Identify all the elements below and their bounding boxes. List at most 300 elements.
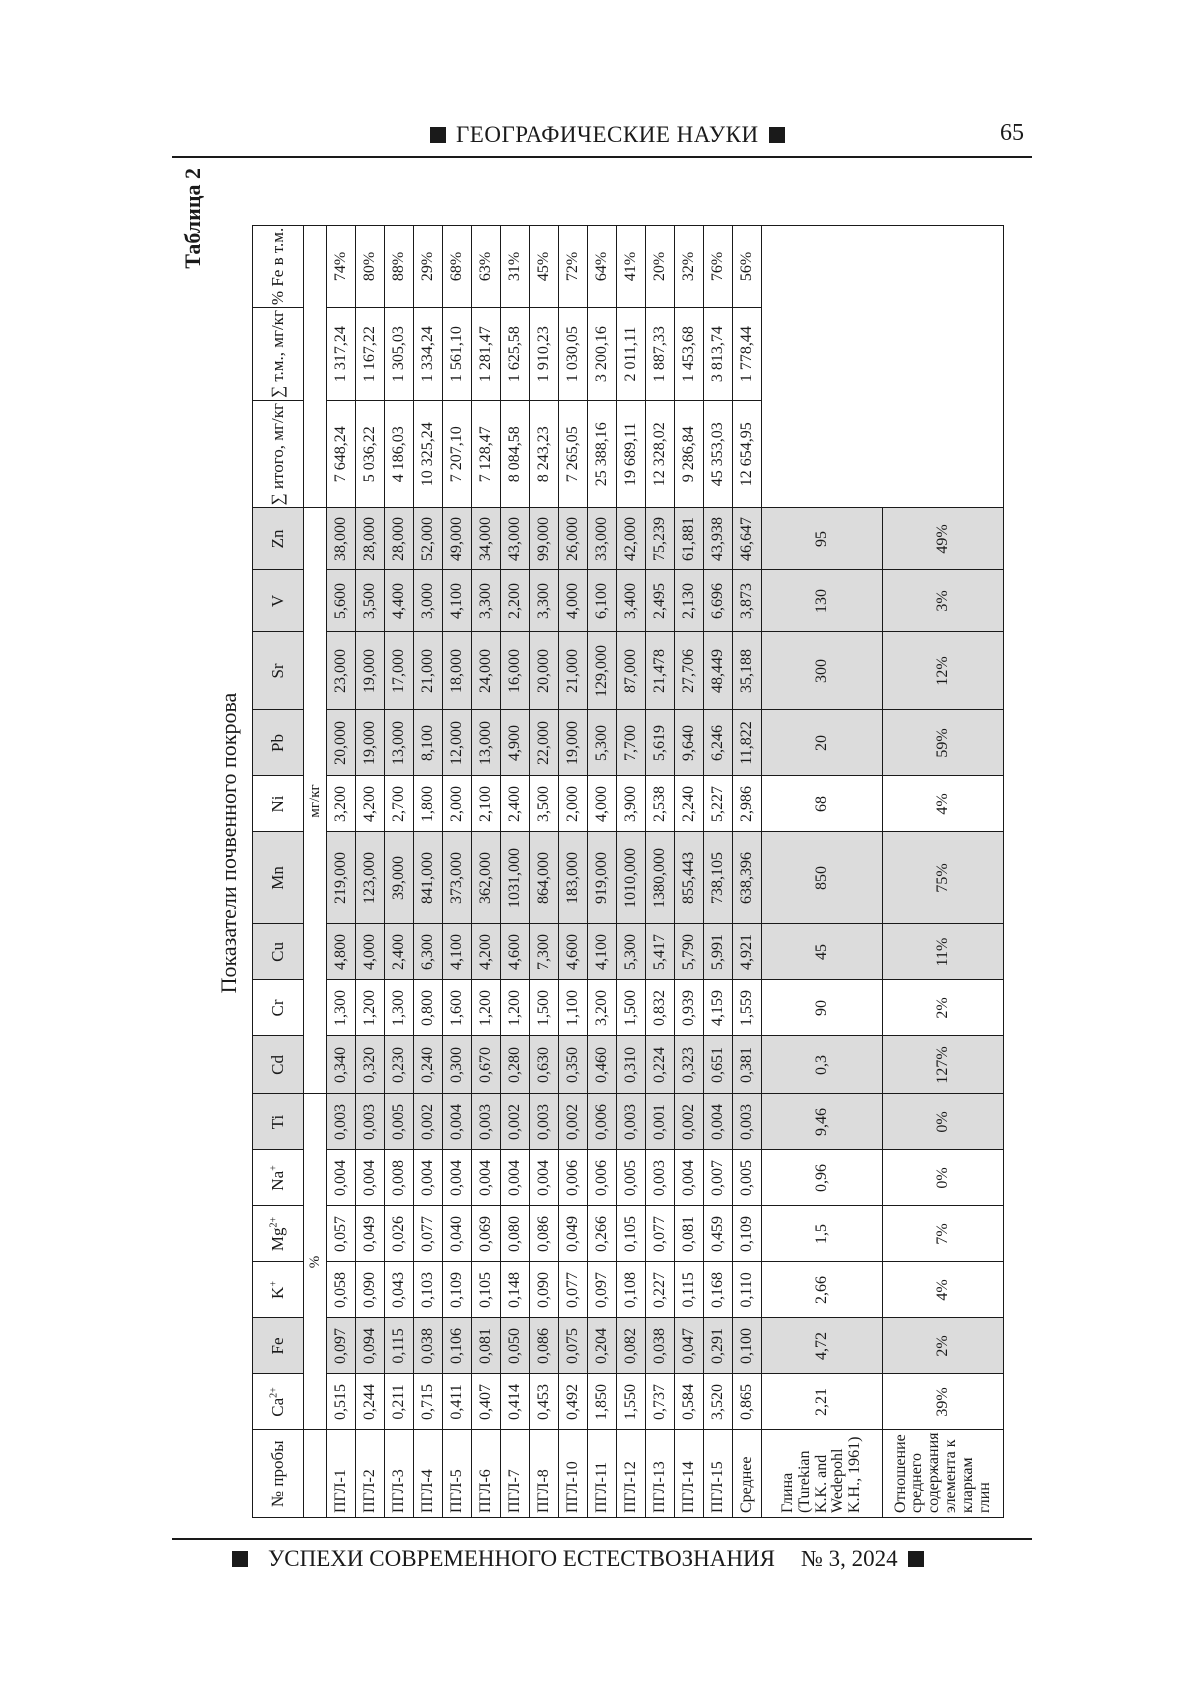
table-cell: 68 <box>762 776 883 832</box>
table-cell: 0,069 <box>472 1206 501 1262</box>
col-header-element <box>253 832 304 924</box>
table-cell: 0,211 <box>385 1374 414 1430</box>
table-cell: 13,000 <box>472 710 501 776</box>
table-cell: 2,66 <box>762 1262 883 1318</box>
col-header-element <box>253 1262 304 1318</box>
table-cell: 1,559 <box>733 980 762 1036</box>
table-cell: 0,004 <box>443 1094 472 1150</box>
table-cell: 8 243,23 <box>530 401 559 508</box>
table-cell: 9 286,84 <box>675 401 704 508</box>
table-cell: 28,000 <box>385 508 414 570</box>
table-cell: 0,004 <box>530 1150 559 1206</box>
table-cell: 1 305,03 <box>385 308 414 401</box>
table-cell: 5,227 <box>704 776 733 832</box>
table-cell: 1,550 <box>617 1374 646 1430</box>
table-cell: 4,72 <box>762 1318 883 1374</box>
table-cell: 63% <box>472 225 501 307</box>
table-cell: 0,090 <box>530 1262 559 1318</box>
table-cell: 1,300 <box>385 980 414 1036</box>
units-blank <box>304 225 327 508</box>
table-cell: 0,865 <box>733 1374 762 1430</box>
table-cell: 0,003 <box>733 1094 762 1150</box>
table-cell: 21,000 <box>559 632 588 710</box>
table-cell: 28,000 <box>356 508 385 570</box>
col-header-element <box>253 1206 304 1262</box>
table-cell: 2,700 <box>385 776 414 832</box>
table-cell: 17,000 <box>385 632 414 710</box>
table-cell: 3,500 <box>530 776 559 832</box>
table-cell: 41% <box>617 225 646 307</box>
element-symbol: V <box>267 594 287 608</box>
journal-title: УСПЕХИ СОВРЕМЕННОГО ЕСТЕСТВОЗНАНИЯ <box>268 1546 775 1571</box>
table-cell: 0,115 <box>675 1262 704 1318</box>
table-cell: 0,96 <box>762 1150 883 1206</box>
section-title: ГЕОГРАФИЧЕСКИЕ НАУКИ <box>456 122 759 147</box>
table-cell: 0,291 <box>704 1318 733 1374</box>
table-cell: 1 030,05 <box>559 308 588 401</box>
table-row <box>327 225 356 1517</box>
table-cell: 0,004 <box>472 1150 501 1206</box>
table-cell: 0,110 <box>733 1262 762 1318</box>
footer-rule <box>172 1538 1032 1540</box>
table-cell: 2,200 <box>501 570 530 632</box>
table-cell: 43,938 <box>704 508 733 570</box>
table-row <box>472 225 501 1517</box>
table-cell: 0,086 <box>530 1206 559 1262</box>
square-bullet-icon <box>908 1551 924 1567</box>
sample-name: ПГЛ-1 <box>327 1430 356 1518</box>
table-cell: 19,000 <box>356 632 385 710</box>
col-header-element <box>253 1374 304 1430</box>
table-cell: 20,000 <box>327 710 356 776</box>
table-cell: 5,991 <box>704 924 733 980</box>
col-header-element <box>253 1318 304 1374</box>
table-cell: 4,800 <box>327 924 356 980</box>
rotated-table-block <box>180 168 1020 1518</box>
element-symbol: Zn <box>267 529 287 549</box>
table-cell: 0,094 <box>356 1318 385 1374</box>
table-cell: 1 887,33 <box>646 308 675 401</box>
table-cell: 0% <box>883 1094 1004 1150</box>
table-cell: 19,000 <box>559 710 588 776</box>
page-number: 65 <box>1000 120 1024 146</box>
table-cell: 0,003 <box>617 1094 646 1150</box>
sample-name: ПГЛ-4 <box>414 1430 443 1518</box>
element-symbol: Ca <box>267 1397 287 1417</box>
table-cell: 0,300 <box>443 1036 472 1094</box>
table-cell: 0,651 <box>704 1036 733 1094</box>
table-cell: 6,246 <box>704 710 733 776</box>
table-cell: 1 625,58 <box>501 308 530 401</box>
table-cell: 0,003 <box>327 1094 356 1150</box>
table-row <box>588 225 617 1517</box>
table-cell: 39,000 <box>385 832 414 924</box>
table-cell: 7 265,05 <box>559 401 588 508</box>
table-cell: 56% <box>733 225 762 307</box>
table-cell: 0,004 <box>675 1150 704 1206</box>
table-cell: 0,097 <box>588 1262 617 1318</box>
table-cell: 0,081 <box>675 1206 704 1262</box>
table-cell: 7 648,24 <box>327 401 356 508</box>
sample-name: ПГЛ-13 <box>646 1430 675 1518</box>
table-cell: 24,000 <box>472 632 501 710</box>
table-cell: 0,038 <box>646 1318 675 1374</box>
table-title: Показатели почвенного покрова <box>216 692 241 994</box>
table-cell: 0,310 <box>617 1036 646 1094</box>
running-header <box>420 122 795 148</box>
table-cell: 0,106 <box>443 1318 472 1374</box>
table-cell: 0,077 <box>646 1206 675 1262</box>
table-cell: 127% <box>883 1036 1004 1094</box>
table-cell: 43,000 <box>501 508 530 570</box>
table-cell: 0,148 <box>501 1262 530 1318</box>
table-cell: 1,500 <box>530 980 559 1036</box>
table-cell: 0,005 <box>733 1150 762 1206</box>
sample-name: ПГЛ-7 <box>501 1430 530 1518</box>
running-footer <box>222 1546 934 1572</box>
table-cell: 0,090 <box>356 1262 385 1318</box>
table-cell: 4,900 <box>501 710 530 776</box>
table-cell: 0,105 <box>472 1262 501 1318</box>
table-cell: 0,004 <box>327 1150 356 1206</box>
table-cell: 13,000 <box>385 710 414 776</box>
table-cell: 738,105 <box>704 832 733 924</box>
element-symbol: Cd <box>267 1055 287 1075</box>
table-cell: 4,921 <box>733 924 762 980</box>
table-cell: 0,007 <box>704 1150 733 1206</box>
table-cell: 1010,000 <box>617 832 646 924</box>
table-cell: 20 <box>762 710 883 776</box>
table-cell: 841,000 <box>414 832 443 924</box>
table-cell: 0,204 <box>588 1318 617 1374</box>
table-cell: 855,443 <box>675 832 704 924</box>
row-label: Отношение среднего содержания элемента к кларкам глин <box>883 1430 1004 1518</box>
table-cell: 88% <box>385 225 414 307</box>
table-cell: 362,000 <box>472 832 501 924</box>
soil-indicators-table <box>252 225 1004 1518</box>
table-cell: 0,001 <box>646 1094 675 1150</box>
table-cell: 0,266 <box>588 1206 617 1262</box>
table-cell: 0,077 <box>559 1262 588 1318</box>
table-cell: 0,832 <box>646 980 675 1036</box>
element-symbol: K <box>267 1286 287 1299</box>
table-cell: 5 036,22 <box>356 401 385 508</box>
table-cell: 0,492 <box>559 1374 588 1430</box>
table-cell: 919,000 <box>588 832 617 924</box>
units-blank <box>304 1430 327 1518</box>
units-row <box>304 225 327 1517</box>
table-cell: 95 <box>762 508 883 570</box>
table-cell: 1 910,23 <box>530 308 559 401</box>
table-cell: 0,043 <box>385 1262 414 1318</box>
table-cell: 0,108 <box>617 1262 646 1318</box>
sample-name: ПГЛ-6 <box>472 1430 501 1518</box>
issue-number: № 3, 2024 <box>800 1546 898 1571</box>
element-charge: + <box>268 1281 279 1287</box>
table-cell: 10 325,24 <box>414 401 443 508</box>
col-header-element <box>253 508 304 570</box>
table-cell: 75% <box>883 832 1004 924</box>
table-cell: 23,000 <box>327 632 356 710</box>
table-cell: 3,873 <box>733 570 762 632</box>
table-cell: 11,822 <box>733 710 762 776</box>
table-cell: 864,000 <box>530 832 559 924</box>
table-cell: 1,850 <box>588 1374 617 1430</box>
table-row <box>733 225 762 1517</box>
table-cell: 0% <box>883 1150 1004 1206</box>
table-cell: 6,300 <box>414 924 443 980</box>
table-cell: 0,038 <box>414 1318 443 1374</box>
table-cell: 4% <box>883 1262 1004 1318</box>
table-cell: 0,080 <box>501 1206 530 1262</box>
table-cell: 21,000 <box>414 632 443 710</box>
table-row <box>646 225 675 1517</box>
element-symbol: Cu <box>267 942 287 962</box>
table-cell: 0,049 <box>356 1206 385 1262</box>
col-header-element <box>253 924 304 980</box>
table-cell: 2,100 <box>472 776 501 832</box>
table-cell: 0,003 <box>356 1094 385 1150</box>
table-cell: 1,500 <box>617 980 646 1036</box>
table-cell: 638,396 <box>733 832 762 924</box>
table-cell: 0,003 <box>472 1094 501 1150</box>
table-cell: 27,706 <box>675 632 704 710</box>
table-cell: 32% <box>675 225 704 307</box>
table-cell: 0,670 <box>472 1036 501 1094</box>
sample-name: ПГЛ-2 <box>356 1430 385 1518</box>
table-cell: 3,500 <box>356 570 385 632</box>
table-cell: 1 281,47 <box>472 308 501 401</box>
table-cell: 4,200 <box>356 776 385 832</box>
table-cell: 20% <box>646 225 675 307</box>
table-cell: 0,002 <box>559 1094 588 1150</box>
element-symbol: Na <box>267 1170 287 1191</box>
table-cell: 76% <box>704 225 733 307</box>
table-cell: 0,350 <box>559 1036 588 1094</box>
table-cell: 0,280 <box>501 1036 530 1094</box>
blank-cell <box>762 225 1004 508</box>
table-cell: 46,647 <box>733 508 762 570</box>
table-cell: 2,000 <box>559 776 588 832</box>
table-cell: 3 200,16 <box>588 308 617 401</box>
table-cell: 8 084,58 <box>501 401 530 508</box>
table-cell: 0,047 <box>675 1318 704 1374</box>
table-cell: 18,000 <box>443 632 472 710</box>
table-cell: 1031,000 <box>501 832 530 924</box>
element-symbol: Cr <box>267 999 287 1017</box>
table-cell: 1,800 <box>414 776 443 832</box>
table-cell: 0,006 <box>588 1094 617 1150</box>
col-header-element <box>253 1094 304 1150</box>
table-cell: 4,600 <box>501 924 530 980</box>
element-symbol: Ti <box>267 1114 287 1130</box>
col-header-total: ∑ итого, мг/кг <box>253 401 304 508</box>
table-cell: 1380,000 <box>646 832 675 924</box>
table-cell: 0,097 <box>327 1318 356 1374</box>
table-cell: 7% <box>883 1206 1004 1262</box>
col-header-element <box>253 632 304 710</box>
table-cell: 4,100 <box>443 924 472 980</box>
col-header-heavy-metals: ∑ т.м., мг/кг <box>253 308 304 401</box>
table-cell: 4,159 <box>704 980 733 1036</box>
table-cell: 20,000 <box>530 632 559 710</box>
table-cell: 26,000 <box>559 508 588 570</box>
table-cell: 5,619 <box>646 710 675 776</box>
table-cell: 68% <box>443 225 472 307</box>
table-cell: 2,986 <box>733 776 762 832</box>
table-cell: 0,515 <box>327 1374 356 1430</box>
table-cell: 90 <box>762 980 883 1036</box>
units-percent: % <box>304 1094 327 1430</box>
table-cell: 35,188 <box>733 632 762 710</box>
table-cell: 1 317,24 <box>327 308 356 401</box>
table-cell: 7,700 <box>617 710 646 776</box>
table-cell: 0,459 <box>704 1206 733 1262</box>
table-cell: 0,006 <box>588 1150 617 1206</box>
table-cell: 29% <box>414 225 443 307</box>
col-header-element <box>253 980 304 1036</box>
table-cell: 80% <box>356 225 385 307</box>
table-cell: 2,21 <box>762 1374 883 1430</box>
table-cell: 3 813,74 <box>704 308 733 401</box>
table-cell: 0,115 <box>385 1318 414 1374</box>
table-cell: 49,000 <box>443 508 472 570</box>
element-symbol: Sr <box>267 663 287 679</box>
table-cell: 0,086 <box>530 1318 559 1374</box>
table-cell: 25 388,16 <box>588 401 617 508</box>
table-cell: 0,168 <box>704 1262 733 1318</box>
table-cell: 74% <box>327 225 356 307</box>
table-cell: 130 <box>762 570 883 632</box>
square-bullet-icon <box>232 1551 248 1567</box>
table-cell: 300 <box>762 632 883 710</box>
table-cell: 0,004 <box>501 1150 530 1206</box>
table-cell: 5,417 <box>646 924 675 980</box>
table-cell: 8,100 <box>414 710 443 776</box>
table-cell: 45 <box>762 924 883 980</box>
table-cell: 0,002 <box>414 1094 443 1150</box>
element-charge: 2+ <box>268 1387 279 1398</box>
table-cell: 19,000 <box>356 710 385 776</box>
table-cell: 0,224 <box>646 1036 675 1094</box>
table-cell: 3,200 <box>327 776 356 832</box>
table-row <box>704 225 733 1517</box>
table-cell: 1 778,44 <box>733 308 762 401</box>
table-cell: 64% <box>588 225 617 307</box>
table-cell: 42,000 <box>617 508 646 570</box>
table-cell: 0,004 <box>704 1094 733 1150</box>
table-cell: 6,696 <box>704 570 733 632</box>
table-cell: 34,000 <box>472 508 501 570</box>
table-cell: 0,004 <box>443 1150 472 1206</box>
table-cell: 0,050 <box>501 1318 530 1374</box>
col-header-sample: № пробы <box>253 1430 304 1518</box>
table-cell: 2% <box>883 980 1004 1036</box>
table-cell: 12 654,95 <box>733 401 762 508</box>
table-row <box>385 225 414 1517</box>
table-cell: 0,227 <box>646 1262 675 1318</box>
table-cell: 123,000 <box>356 832 385 924</box>
table-cell: 1,5 <box>762 1206 883 1262</box>
table-cell: 0,003 <box>646 1150 675 1206</box>
table-cell: 38,000 <box>327 508 356 570</box>
table-cell: 1,300 <box>327 980 356 1036</box>
table-cell: 0,081 <box>472 1318 501 1374</box>
table-cell: 0,077 <box>414 1206 443 1262</box>
table-cell: 0,630 <box>530 1036 559 1094</box>
table-cell: 0,323 <box>675 1036 704 1094</box>
row-label: Глина (Turekian K.K. and Wedepohl K.H., 1961) <box>762 1430 883 1518</box>
table-cell: 4,100 <box>588 924 617 980</box>
element-symbol: Mn <box>267 866 287 890</box>
table-cell: 39% <box>883 1374 1004 1430</box>
table-cell: 219,000 <box>327 832 356 924</box>
table-cell: 45% <box>530 225 559 307</box>
table-cell: 4 186,03 <box>385 401 414 508</box>
table-cell: 0,058 <box>327 1262 356 1318</box>
table-row <box>559 225 588 1517</box>
table-cell: 4,000 <box>559 570 588 632</box>
table-cell: 3,300 <box>530 570 559 632</box>
table-cell: 9,640 <box>675 710 704 776</box>
table-cell: 7 128,47 <box>472 401 501 508</box>
units-mgkg: мг/кг <box>304 508 327 1094</box>
table-cell: 0,006 <box>559 1150 588 1206</box>
table-cell: 0,082 <box>617 1318 646 1374</box>
table-cell: 12 328,02 <box>646 401 675 508</box>
table-cell: 6,100 <box>588 570 617 632</box>
table-cell: 0,737 <box>646 1374 675 1430</box>
table-cell: 2,240 <box>675 776 704 832</box>
table-cell: 373,000 <box>443 832 472 924</box>
table-cell: 0,230 <box>385 1036 414 1094</box>
element-symbol: Mg <box>267 1227 287 1252</box>
square-bullet-icon <box>769 127 785 143</box>
col-header-fe-share: % Fe в т.м. <box>253 225 304 307</box>
table-cell: 850 <box>762 832 883 924</box>
table-cell: 0,008 <box>385 1150 414 1206</box>
table-cell: 33,000 <box>588 508 617 570</box>
col-header-element <box>253 1150 304 1206</box>
sample-name: ПГЛ-12 <box>617 1430 646 1518</box>
table-cell: 0,3 <box>762 1036 883 1094</box>
table-cell: 49% <box>883 508 1004 570</box>
table-cell: 7 207,10 <box>443 401 472 508</box>
table-cell: 0,040 <box>443 1206 472 1262</box>
table-cell: 2,495 <box>646 570 675 632</box>
table-cell: 7,300 <box>530 924 559 980</box>
square-bullet-icon <box>430 127 446 143</box>
table-cell: 0,939 <box>675 980 704 1036</box>
table-cell: 0,005 <box>385 1094 414 1150</box>
table-cell: 3,520 <box>704 1374 733 1430</box>
table-cell: 0,320 <box>356 1036 385 1094</box>
table-cell: 21,478 <box>646 632 675 710</box>
table-cell: 2% <box>883 1318 1004 1374</box>
table-cell: 0,460 <box>588 1036 617 1094</box>
sample-name: ПГЛ-8 <box>530 1430 559 1518</box>
table-row <box>414 225 443 1517</box>
element-symbol: Fe <box>267 1337 287 1355</box>
table-cell: 4,400 <box>385 570 414 632</box>
table-cell: 61,881 <box>675 508 704 570</box>
table-cell: 2 011,11 <box>617 308 646 401</box>
table-cell: 0,381 <box>733 1036 762 1094</box>
table-cell: 2,130 <box>675 570 704 632</box>
table-cell: 4,600 <box>559 924 588 980</box>
table-cell: 16,000 <box>501 632 530 710</box>
element-charge: 2+ <box>268 1216 279 1228</box>
